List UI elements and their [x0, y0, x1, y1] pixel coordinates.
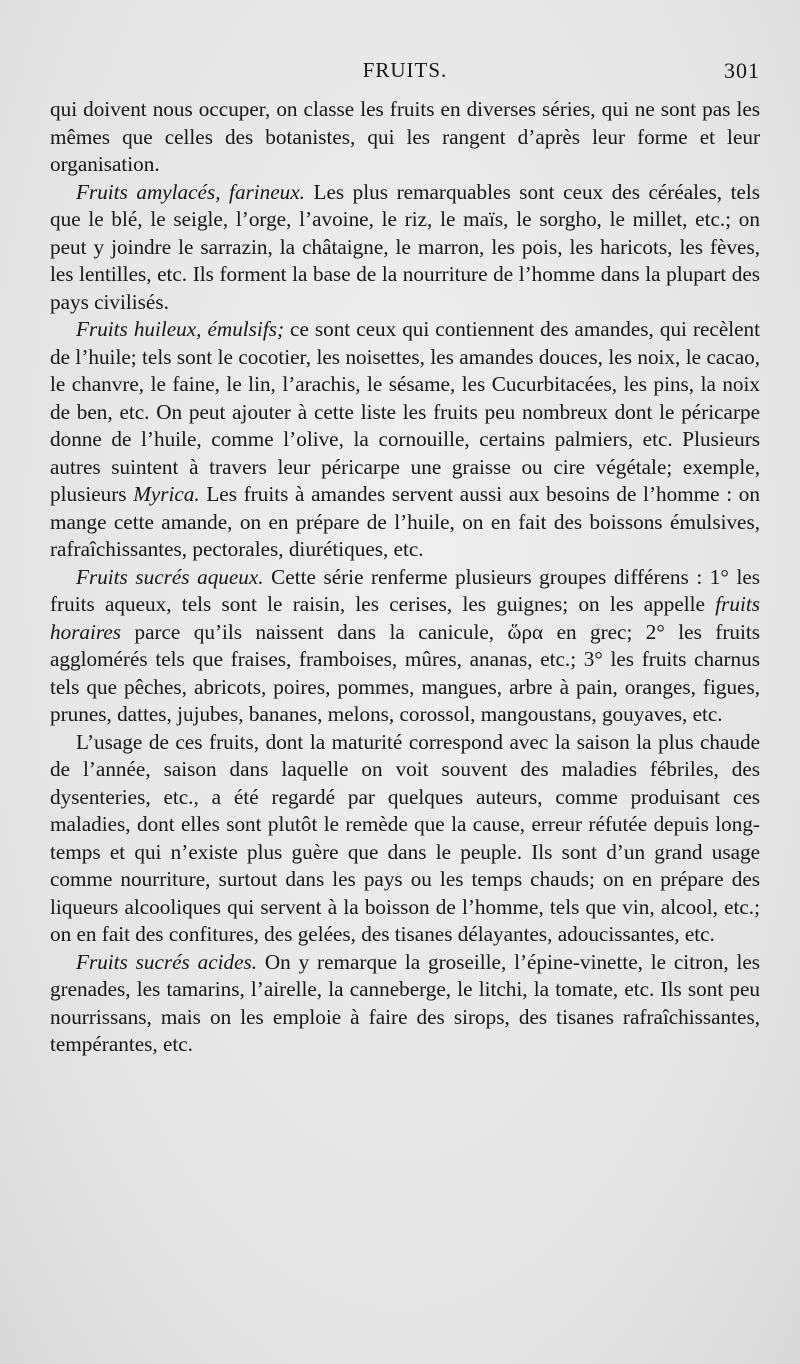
section-lead: Fruits huileux, émulsifs; — [76, 317, 285, 341]
paragraph-text: L’usage de ces fruits, dont la maturité correspond avec la saison la plus chaude de l’année, saison dans laquelle on voit souvent des maladies fébriles, des dysenteries, etc., a été regardé par quelques auteurs, comme produisant ces maladies, dont elles sont plutôt le remède que la cause, erreur réfutée depuis long-temps et qui n’existe plus guère que dans le peuple. Ils sont d’un grand usage comme nourriture, surtout dans les pays ou les temps chauds; on en prépare des liqueurs alcooliques qui servent à la boisson de l’homme, tels que vin, alcool, etc.; on en fait des confitures, des gelées, des tisanes délayantes, adoucissantes, etc. — [50, 729, 760, 946]
section-lead: Fruits amylacés, farineux. — [76, 179, 305, 204]
body-text — [50, 96, 760, 1059]
paragraph-text-tail: parce qu’ils naissent dans la canicule, ὥρα en grec; 2° les fruits agglomérés tels que fraises, framboises, mûres, ananas, etc.; 3° les fruits charnus tels que pêches, abricots, poires, pommes, mangues, arbre à pain, oranges, figues, prunes, dattes, jujubes, bananes, melons, corossol, mangoustans, gouyaves, etc. — [50, 619, 760, 726]
paragraph-text: Cette série renferme plusieurs groupes différens : 1° les fruits aqueux, tels sont le raisin, les cerises, les guignes; on les appelle — [50, 564, 760, 616]
inline-italic: Myrica. — [133, 482, 200, 506]
paragraph-text: ce sont ceux qui contiennent des amandes, qui recèlent de l’huile; tels sont le cocotier, les noisettes, les amandes douces, les noix, le cacao, le chanvre, le faine, le lin, l’arachis, le sésame, les Cucurbitacées, les pins, la noix de ben, etc. On peut ajouter à cette liste les fruits peu nombreux dont le péricarpe donne de l’huile, comme l’olive, la cornouille, certains palmiers, etc. Plusieurs autres suintent à travers leur péricarpe une graisse ou cire végétale; exemple, plusieurs — [50, 317, 760, 506]
paragraph-fruits-sucres-aqueux — [50, 564, 760, 729]
paragraph-fruits-amylaces — [50, 179, 760, 317]
paragraph-fruits-sucres-acides — [50, 949, 760, 1059]
section-lead: Fruits sucrés acides. — [76, 949, 258, 974]
running-head — [50, 58, 760, 96]
paragraph-fruits-huileux — [50, 316, 760, 564]
paragraph-text: qui doivent nous occuper, on classe les fruits en diverses séries, qui ne sont pas les mêmes que celles des botanistes, qui les rangent d’après leur forme et leur organisation. — [50, 97, 760, 176]
paragraph-continuation — [50, 96, 760, 179]
paragraph-text: Les plus remarquables sont ceux des céréales, tels que le blé, le seigle, l’orge, l’avoine, le riz, le maïs, le sorgho, le millet, etc.; on peut y joindre le sarrazin, la châtaigne, le marron, les pois, les haricots, les fèves, les lentilles, etc. Ils forment la base de la nourriture de l’homme dans la plupart des pays civilisés. — [50, 179, 760, 314]
inline-italic: fruits horaires — [50, 592, 760, 644]
section-lead: Fruits sucrés aqueux. — [76, 564, 264, 589]
page-number: 301 — [724, 58, 760, 83]
paragraph-usage — [50, 729, 760, 949]
paragraph-text-tail: Les fruits à amandes servent aussi aux besoins de l’homme : on mange cette amande, on en prépare de l’huile, on en fait des boissons émulsives, rafraîchissantes, pectorales, diurétiques, etc. — [50, 482, 760, 561]
running-title: FRUITS. — [362, 58, 448, 82]
paragraph-text: On y remarque la groseille, l’épine-vinette, le citron, les grenades, les tamarins, l’airelle, la canneberge, le litchi, la tomate, etc. Ils sont peu nourrissans, mais on les emploie à faire des sirops, des tisanes rafraîchissantes, tempérantes, etc. — [50, 949, 760, 1056]
